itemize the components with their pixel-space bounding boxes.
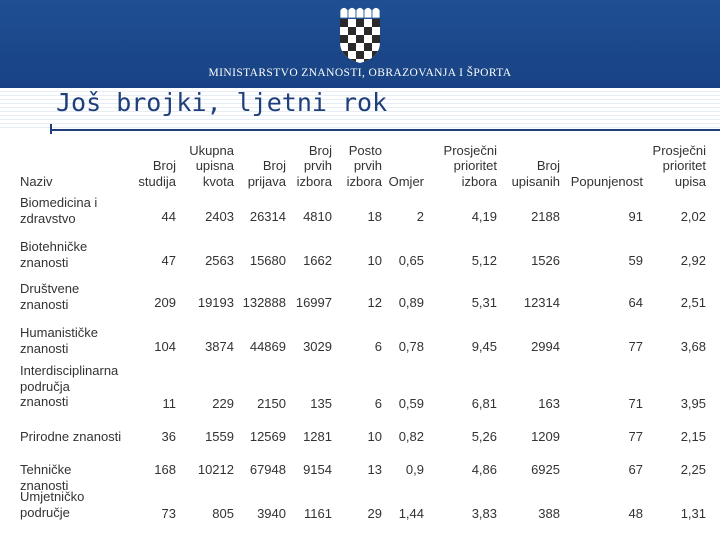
column-header: izbora [461,174,497,189]
table-cell: 44869 [249,339,286,354]
table-cell: 10 [367,253,382,268]
title-underline-tick [50,124,52,134]
row-name: Tehničke [20,462,72,477]
table-cell: 0,65 [398,253,424,268]
table-cell: 805 [212,506,234,521]
column-header: Prosječni [652,143,706,158]
row-name: Prirodne znanosti [20,429,122,444]
table-cell: 1,31 [680,506,706,521]
column-header: prioritet [662,158,706,173]
row-name: Interdisciplinarna [20,363,119,378]
column-header: upisna [195,158,234,173]
table-cell: 6 [374,339,382,354]
table-cell: 77 [628,339,643,354]
column-header: prvih [353,158,382,173]
table-cell: 6925 [531,462,560,477]
table-cell: 135 [310,396,332,411]
column-header: Broj [262,158,286,173]
table-cell: 1161 [304,506,332,521]
column-header: upisa [674,174,706,189]
table-cell: 2,92 [680,253,706,268]
table-cell: 163 [538,396,560,411]
table-cell: 3,83 [471,506,497,521]
table-cell: 3029 [303,339,332,354]
table-cell: 12569 [249,429,286,444]
table-cell: 18 [367,209,382,224]
column-header: izbora [296,174,332,189]
table-cell: 91 [628,209,643,224]
column-header: Ukupna [189,143,234,158]
column-header: Naziv [20,174,53,189]
table-cell: 26314 [249,209,286,224]
table-cell: 0,9 [405,462,424,477]
table-cell: 73 [161,506,176,521]
column-header: upisanih [511,174,560,189]
row-name: znanosti [20,478,69,493]
row-name: Društvene [20,281,80,296]
column-header: kvota [202,174,234,189]
table-cell: 229 [212,396,234,411]
row-name: znanosti [20,394,69,409]
table-cell: 3874 [205,339,234,354]
table-cell: 0,59 [398,396,424,411]
row-name: Biomedicina i [20,195,98,210]
table-cell: 4810 [303,209,332,224]
table-cell: 1281 [303,429,332,444]
table-cell: 11 [162,396,176,411]
table-cell: 9,45 [471,339,497,354]
column-header: Broj [152,158,176,173]
column-header: izbora [346,174,382,189]
table-cell: 36 [161,429,176,444]
table-cell: 1662 [303,253,332,268]
table-cell: 44 [161,209,176,224]
table-cell: 2994 [531,339,560,354]
table-cell: 5,26 [471,429,497,444]
table-cell: 3940 [257,506,286,521]
header-banner [0,0,720,88]
column-header: prijava [247,174,286,189]
table-cell: 2403 [205,209,234,224]
column-header: Broj [536,158,560,173]
row-name: područja [20,379,70,394]
table-cell: 0,82 [398,429,424,444]
table-cell: 67948 [249,462,286,477]
table-cell: 13 [367,462,382,477]
table-cell: 12 [367,295,382,310]
column-header: Posto [348,143,382,158]
table-cell: 4,19 [471,209,497,224]
column-header: Popunjenost [570,174,643,189]
table-cell: 2,51 [680,295,706,310]
row-name: zdravstvo [20,211,76,226]
row-name: znanosti [20,341,69,356]
table-cell: 4,86 [471,462,497,477]
table-cell: 1526 [531,253,560,268]
table-cell: 71 [628,396,643,411]
table-cell: 10212 [197,462,234,477]
table-cell: 19193 [197,295,234,310]
table-cell: 5,31 [471,295,497,310]
column-header: prvih [303,158,332,173]
row-name: Biotehničke [20,239,88,254]
table-cell: 0,78 [398,339,424,354]
table-cell: 2188 [531,209,560,224]
page-title: Još brojki, ljetni rok [56,88,388,117]
table-cell: 168 [154,462,176,477]
table-cell: 15680 [249,253,286,268]
row-name: područje [20,505,70,520]
table-cell: 59 [628,253,643,268]
row-name: Humanističke [20,325,99,340]
row-name: znanosti [20,255,69,270]
table-cell: 2150 [257,396,286,411]
column-header: prioritet [453,158,497,173]
table-cell: 67 [628,462,643,477]
table-cell: 10 [367,429,382,444]
table-cell: 388 [538,506,560,521]
table-cell: 5,12 [471,253,497,268]
table-cell: 9154 [303,462,332,477]
column-header: studija [138,174,176,189]
table-cell: 209 [154,295,176,310]
table-cell: 1,44 [398,506,424,521]
table-cell: 0,89 [398,295,424,310]
table-cell: 2,02 [680,209,706,224]
row-name: Umjetničko [20,489,85,504]
table-cell: 12314 [523,295,560,310]
table-cell: 104 [154,339,176,354]
column-header: Prosječni [443,143,497,158]
table-cell: 48 [628,506,643,521]
table-cell: 29 [367,506,382,521]
table-cell: 132888 [242,295,286,310]
column-header: Omjer [388,174,424,189]
ministry-name: MINISTARSTVO ZNANOSTI, OBRAZOVANJA I ŠPORTA [208,67,512,79]
column-header: Broj [308,143,332,158]
table-cell: 1559 [205,429,234,444]
table-cell: 2,25 [680,462,706,477]
table-cell: 6 [374,396,382,411]
table-cell: 77 [628,429,643,444]
table-cell: 64 [628,295,643,310]
table-cell: 2 [416,209,424,224]
table-cell: 1209 [531,429,560,444]
table-cell: 3,68 [680,339,706,354]
table-cell: 47 [161,253,176,268]
title-underline [50,129,720,131]
croatian-coat-of-arms-icon [336,4,384,64]
table-cell: 2,15 [680,429,706,444]
table-cell: 2563 [205,253,234,268]
table-cell: 6,81 [471,396,497,411]
table-cell: 16997 [295,295,332,310]
table-cell: 3,95 [680,396,706,411]
row-name: znanosti [20,297,69,312]
